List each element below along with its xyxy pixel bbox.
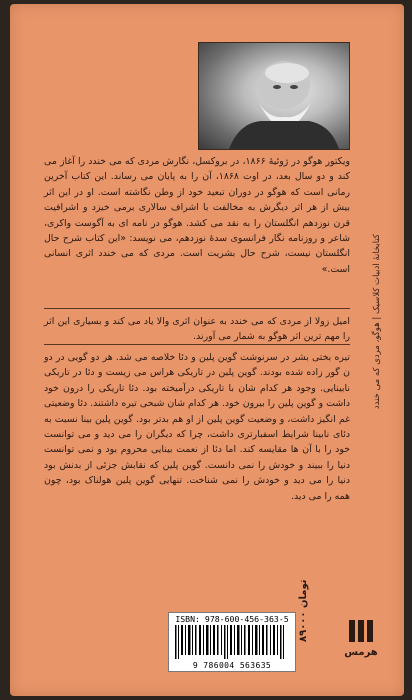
isbn-barcode xyxy=(168,612,296,672)
back-cover xyxy=(10,4,404,696)
divider xyxy=(44,344,350,345)
publisher-emblem-icon xyxy=(346,616,376,646)
description-paragraph-2: امیل زولا از مردی که می خندد به عنوان اثری والا یاد می کند و بسیاری این اثر را مهم ترین اثر هوگو به شمار می آورند. xyxy=(44,316,350,343)
price-label: ۸۹۰۰۰ تومان xyxy=(298,579,309,642)
portrait-image xyxy=(199,43,349,149)
author-portrait xyxy=(198,42,350,150)
publisher-name: هرمس xyxy=(344,647,378,658)
series-label: کتابخانهٔ ادبیات کلاسیک | هوگو، مردی که می خندد xyxy=(372,234,382,410)
publisher-logo xyxy=(340,616,382,678)
description-paragraph-1: ویکتور هوگو در ژوئیهٔ ۱۸۶۶، در بروکسل، نگارش مردی که می خندد را آغاز می کند و دو سال بعد، در اوت ۱۸۶۸، آن را به پایان می رساند. این کتاب آخرین رمانی است که هوگو در دوران تبعید خود از وطن نگاشته است. او در این اثر بیش از هر اثر دیگرش به مخالفت با اشراف سالاری برمی خیزد و اشرافیت قرن نوزدهم انگلستان را به نقد می کشد. هوگو در نامه ای به آگوست واکری، شاعر و روزنامه نگار فرانسوی سدهٔ نوزدهم، می نویسد: «این کتاب شرح حال انگلستان نیست، شرح حال بشریت است. مردی که می خندد اثری انسانی است.» xyxy=(44,156,350,275)
excerpt-paragraph: تیره بختی بشر در سرنوشت گوین پلین و دئا خلاصه می شد. هر دو گویی در دو ن گور زاده شده بودند. گوین پلین در تاریکی هراس می زیست و دئا در تاریکی نابینایی. وجود هر کدام شان با تاریکی درآمیخته بود. دئا تاریکی را درون خود داشت و گوین پلین را بیرون خود. هر کدام شان شبحی تیره داشتند. دئا وضعیتی غم انگیز داشت، و وضعیت گوین پلین از او هم بدتر بود. گوین پلین بینا نسبت به دئای نابینا شرایط اسفبارتری داشت، چرا که دیگران را می دید و می توانست خود را با آن ها مقایسه کند. اما دئا از نعمت بینایی محروم بود و نمی توانست دنیا را ببیند و خودش را نمی دانست. گوین پلین که نقابش جزئی از بدنش بود دنیا را می دید و خودش را نمی شناخت. تنهایی گوین پلین هولناک بود، چون همه را می دید. xyxy=(44,352,350,502)
barcode-icon xyxy=(175,625,289,659)
isbn-text: ISBN: 978-600-456-363-5 xyxy=(175,614,289,624)
barcode-digits: 9 786004 563635 xyxy=(192,661,272,670)
divider xyxy=(44,308,350,309)
